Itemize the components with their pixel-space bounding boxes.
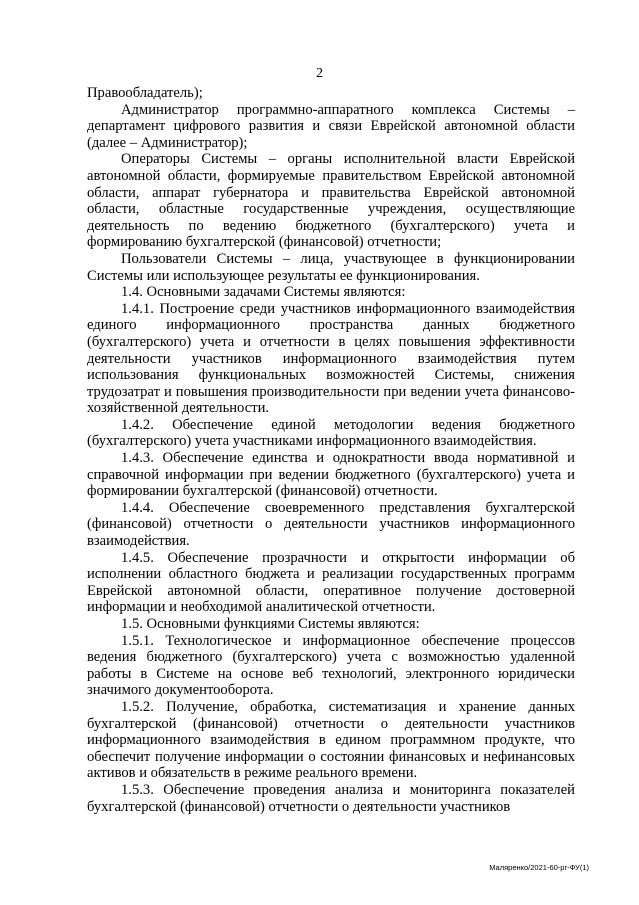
page-number: 2 <box>316 66 323 81</box>
paragraph-1-4-3: 1.4.3. Обеспечение единства и однократности ввода нормативной и справочной информации при ведении бюджетного (бухгалтерского) учета и формировании бухгалтерской (финансовой) отчетности. <box>87 450 575 500</box>
document-body <box>87 85 575 815</box>
paragraph-1-5-2: 1.5.2. Получение, обработка, систематизация и хранение данных бухгалтерской (финансовой) отчетности о деятельности участников информационного взаимодействия в едином программном продукте, что обеспечит получение информации о состоянии финансовых и нефинансовых активов и обязательств в режиме реального времени. <box>87 698 575 782</box>
paragraph-1-5-3: 1.5.3. Обеспечение проведения анализа и мониторинга показателей бухгалтерской (финансовой) отчетности о деятельности участников <box>87 781 575 815</box>
paragraph-0: Правообладатель); <box>87 85 203 101</box>
paragraph-1-4-5: 1.4.5. Обеспечение прозрачности и открытости информации об исполнении областного бюджета и реализации государственных программ Еврейской автономной области, оперативное получение достоверной информации и необходимой аналитической отчетности. <box>87 549 575 616</box>
footer-document-code: Маляренко/2021-60-рг-ФУ(1) <box>489 863 589 872</box>
paragraph-1-4-4: 1.4.4. Обеспечение своевременного представления бухгалтерской (финансовой) отчетности о деятельности участников информационного взаимодействия. <box>87 499 575 550</box>
paragraph-users: Пользователи Системы – лица, участвующее в функционировании Системы или использующее результаты ее функционирования. <box>87 250 575 284</box>
paragraph-1-4-heading: 1.4. Основными задачами Системы являются: <box>121 284 406 301</box>
paragraph-1-4-1: 1.4.1. Построение среди участников информационного взаимодействия единого информационного пространства данных бюджетного (бухгалтерского) учета и отчетности в целях повышения эффективности деятельности участников информационного взаимодействия путем использования функциональных возможностей Системы, снижения трудозатрат и повышения производительности при ведении учета финансово-хозяйственной деятельности. <box>87 300 575 417</box>
paragraph-1-4-2: 1.4.2. Обеспечение единой методологии ведения бюджетного (бухгалтерского) учета участниками информационного взаимодействия. <box>87 416 575 450</box>
paragraph-1-5-1: 1.5.1. Технологическое и информационное обеспечение процессов ведения бюджетного (бухгалтерского) учета с возможностью удаленной работы в Системе на основе веб технологий, электронного юридически значимого документооборота. <box>87 632 575 699</box>
paragraph-operators: Операторы Системы – органы исполнительной власти Еврейской автономной области, формируемые правительством Еврейской автономной области, аппарат губернатора и правительства Еврейской автономной области, областные государственные учреждения, осуществляющие деятельность по ведению бюджетного (бухгалтерского) учета и формированию бухгалтерской (финансовой) отчетности; <box>87 151 575 251</box>
paragraph-administrator: Администратор программно-аппаратного комплекса Системы – департамент цифрового развития и связи Еврейской автономной области (далее – Администратор); <box>87 101 575 151</box>
paragraph-1-5-heading: 1.5. Основными функциями Системы являются: <box>121 616 420 632</box>
